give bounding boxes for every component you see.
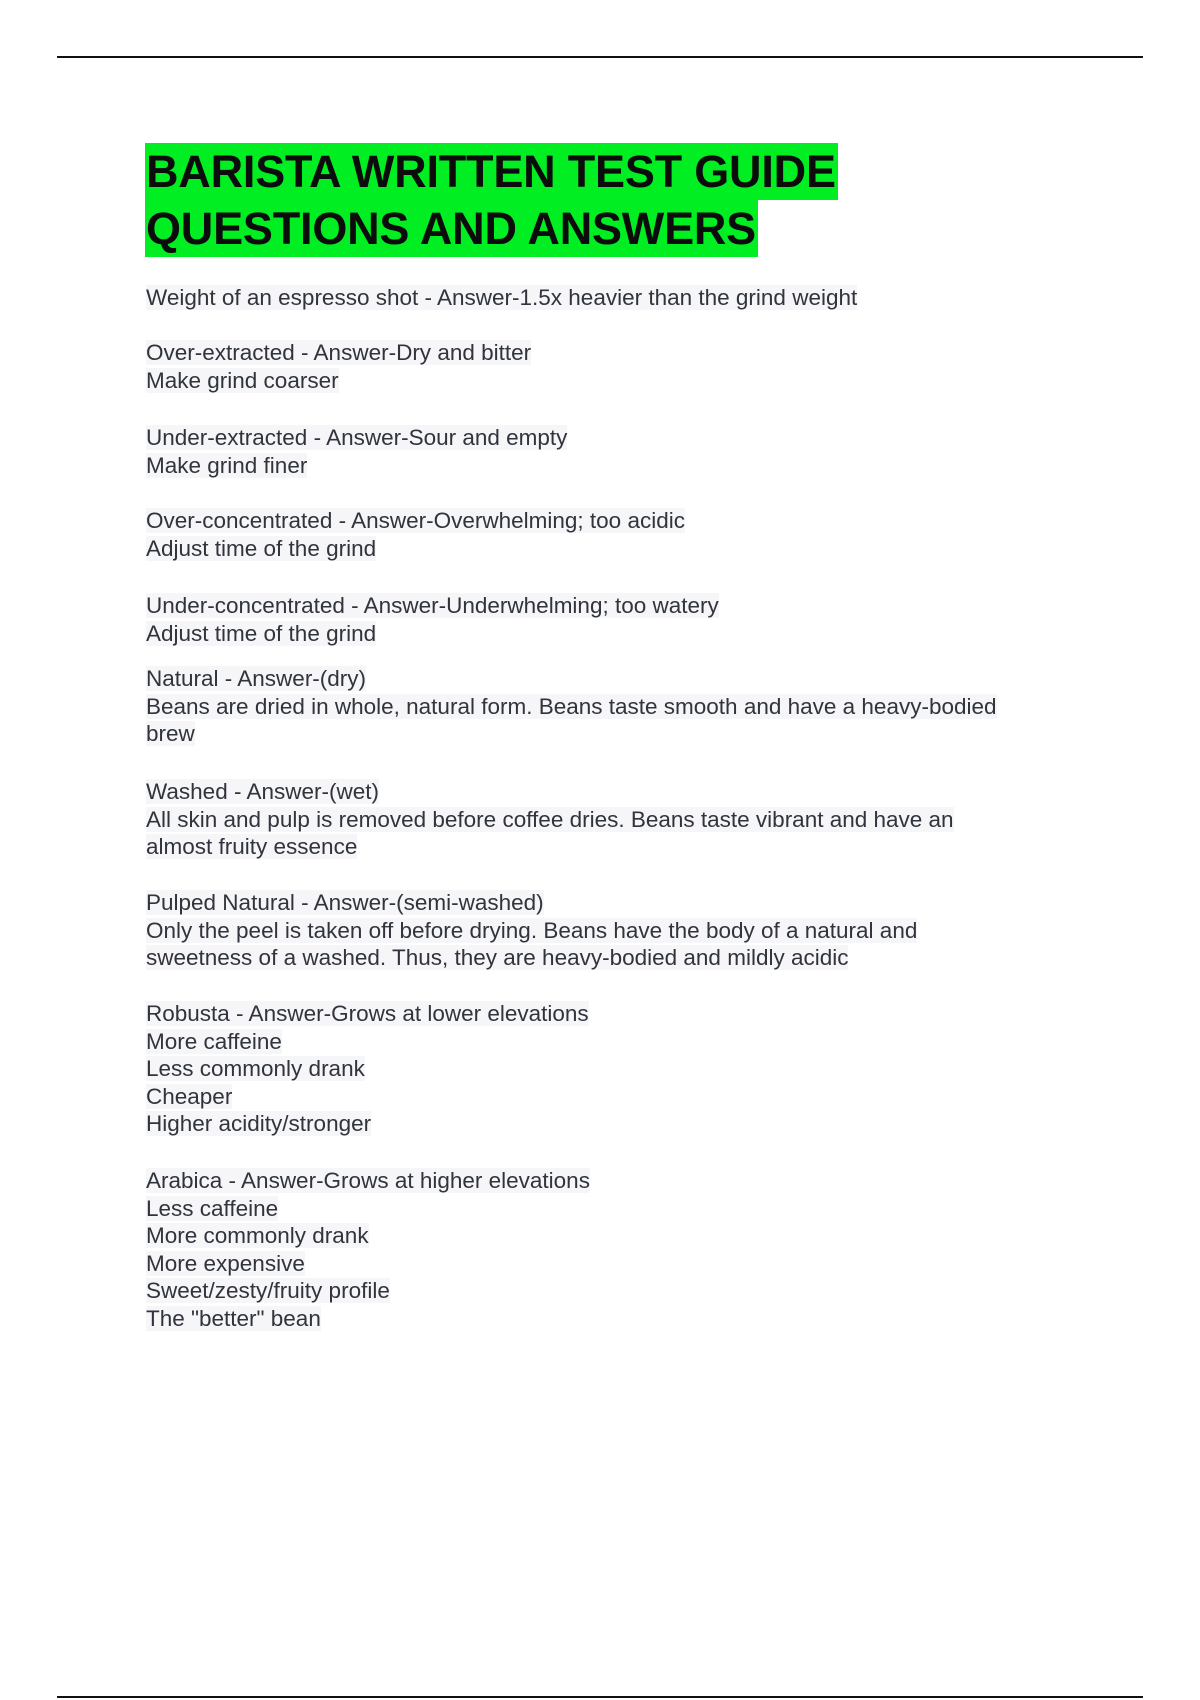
qa-line bbox=[146, 665, 1106, 693]
qa-line-text: Pulped Natural - Answer-(semi-washed) bbox=[146, 890, 544, 915]
qa-line-text: All skin and pulp is removed before coffee dries. Beans taste vibrant and have an bbox=[146, 806, 954, 832]
title-line-2 bbox=[145, 200, 1125, 257]
qa-line-text: Under-extracted - Answer-Sour and empty bbox=[146, 425, 568, 450]
qa-line bbox=[146, 1222, 1106, 1250]
qa-line-text: Make grind finer bbox=[146, 452, 308, 478]
qa-line bbox=[146, 620, 1106, 648]
qa-line-text: Sweet/zesty/fruity profile bbox=[146, 1278, 390, 1303]
page-title bbox=[145, 143, 1125, 257]
qa-entry-over-concentrated bbox=[146, 507, 1106, 562]
qa-line-text: Less commonly drank bbox=[146, 1056, 365, 1081]
qa-line-text: Arabica - Answer-Grows at higher elevations bbox=[146, 1168, 590, 1193]
qa-line bbox=[146, 1055, 1106, 1083]
qa-line bbox=[146, 693, 1106, 721]
qa-entry-under-extracted bbox=[146, 424, 1106, 479]
qa-entry-robusta bbox=[146, 1000, 1106, 1138]
qa-line-text: Adjust time of the grind bbox=[146, 620, 377, 646]
qa-line bbox=[146, 367, 1106, 395]
qa-line-text: Weight of an espresso shot - Answer-1.5x heavier than the grind weight bbox=[146, 285, 858, 310]
qa-line-text: More commonly drank bbox=[146, 1223, 369, 1248]
bottom-rule bbox=[57, 1696, 1143, 1698]
qa-line-text: The "better" bean bbox=[146, 1305, 321, 1331]
qa-entry-over-extracted bbox=[146, 339, 1106, 394]
qa-line bbox=[146, 1000, 1106, 1028]
qa-line bbox=[146, 1083, 1106, 1111]
qa-line-text: Over-extracted - Answer-Dry and bitter bbox=[146, 340, 532, 365]
qa-line bbox=[146, 1195, 1106, 1223]
qa-line bbox=[146, 339, 1106, 367]
qa-line-text: Make grind coarser bbox=[146, 367, 339, 393]
qa-line-text: Less caffeine bbox=[146, 1195, 279, 1221]
qa-line bbox=[146, 535, 1106, 563]
title-line-1-text: BARISTA WRITTEN TEST GUIDE bbox=[145, 143, 838, 200]
qa-line-text: sweetness of a washed. Thus, they are heavy-bodied and mildly acidic bbox=[146, 945, 849, 970]
qa-line-text: Cheaper bbox=[146, 1083, 233, 1109]
qa-line-text: Higher acidity/stronger bbox=[146, 1111, 372, 1136]
qa-line bbox=[146, 1305, 1106, 1333]
qa-line bbox=[146, 452, 1106, 480]
qa-line-text: Under-concentrated - Answer-Underwhelming; too watery bbox=[146, 593, 719, 618]
qa-line bbox=[146, 284, 1106, 312]
qa-line-text: Over-concentrated - Answer-Overwhelming; too acidic bbox=[146, 508, 685, 533]
qa-line bbox=[146, 806, 1106, 834]
qa-line bbox=[146, 1110, 1106, 1138]
qa-line bbox=[146, 889, 1106, 917]
qa-line bbox=[146, 424, 1106, 452]
top-rule bbox=[57, 56, 1143, 58]
qa-line bbox=[146, 944, 1106, 972]
qa-line bbox=[146, 1167, 1106, 1195]
qa-line bbox=[146, 833, 1106, 861]
qa-line bbox=[146, 1250, 1106, 1278]
qa-line-text: almost fruity essence bbox=[146, 834, 358, 859]
qa-line bbox=[146, 592, 1106, 620]
qa-entry-pulped-natural bbox=[146, 889, 1106, 972]
qa-line bbox=[146, 778, 1106, 806]
qa-line-text: Washed - Answer-(wet) bbox=[146, 779, 379, 804]
qa-line-text: Adjust time of the grind bbox=[146, 535, 377, 561]
qa-line-text: Natural - Answer-(dry) bbox=[146, 666, 367, 691]
qa-entry-espresso-weight bbox=[146, 284, 1106, 312]
qa-line bbox=[146, 720, 1106, 748]
qa-line bbox=[146, 1028, 1106, 1056]
qa-line-text: Robusta - Answer-Grows at lower elevations bbox=[146, 1001, 589, 1026]
qa-entry-arabica bbox=[146, 1167, 1106, 1332]
title-line-2-text: QUESTIONS AND ANSWERS bbox=[145, 200, 758, 257]
qa-line-text: More expensive bbox=[146, 1250, 305, 1276]
qa-line bbox=[146, 507, 1106, 535]
qa-entry-washed bbox=[146, 778, 1106, 861]
title-line-1 bbox=[145, 143, 1125, 200]
qa-line-text: Only the peel is taken off before drying. Beans have the body of a natural and bbox=[146, 917, 918, 943]
qa-line bbox=[146, 917, 1106, 945]
qa-entry-under-concentrated bbox=[146, 592, 1106, 647]
qa-line-text: Beans are dried in whole, natural form. Beans taste smooth and have a heavy-bodied bbox=[146, 693, 997, 719]
qa-line-text: brew bbox=[146, 721, 195, 746]
qa-entry-natural bbox=[146, 665, 1106, 748]
qa-line bbox=[146, 1277, 1106, 1305]
qa-line-text: More caffeine bbox=[146, 1028, 282, 1054]
